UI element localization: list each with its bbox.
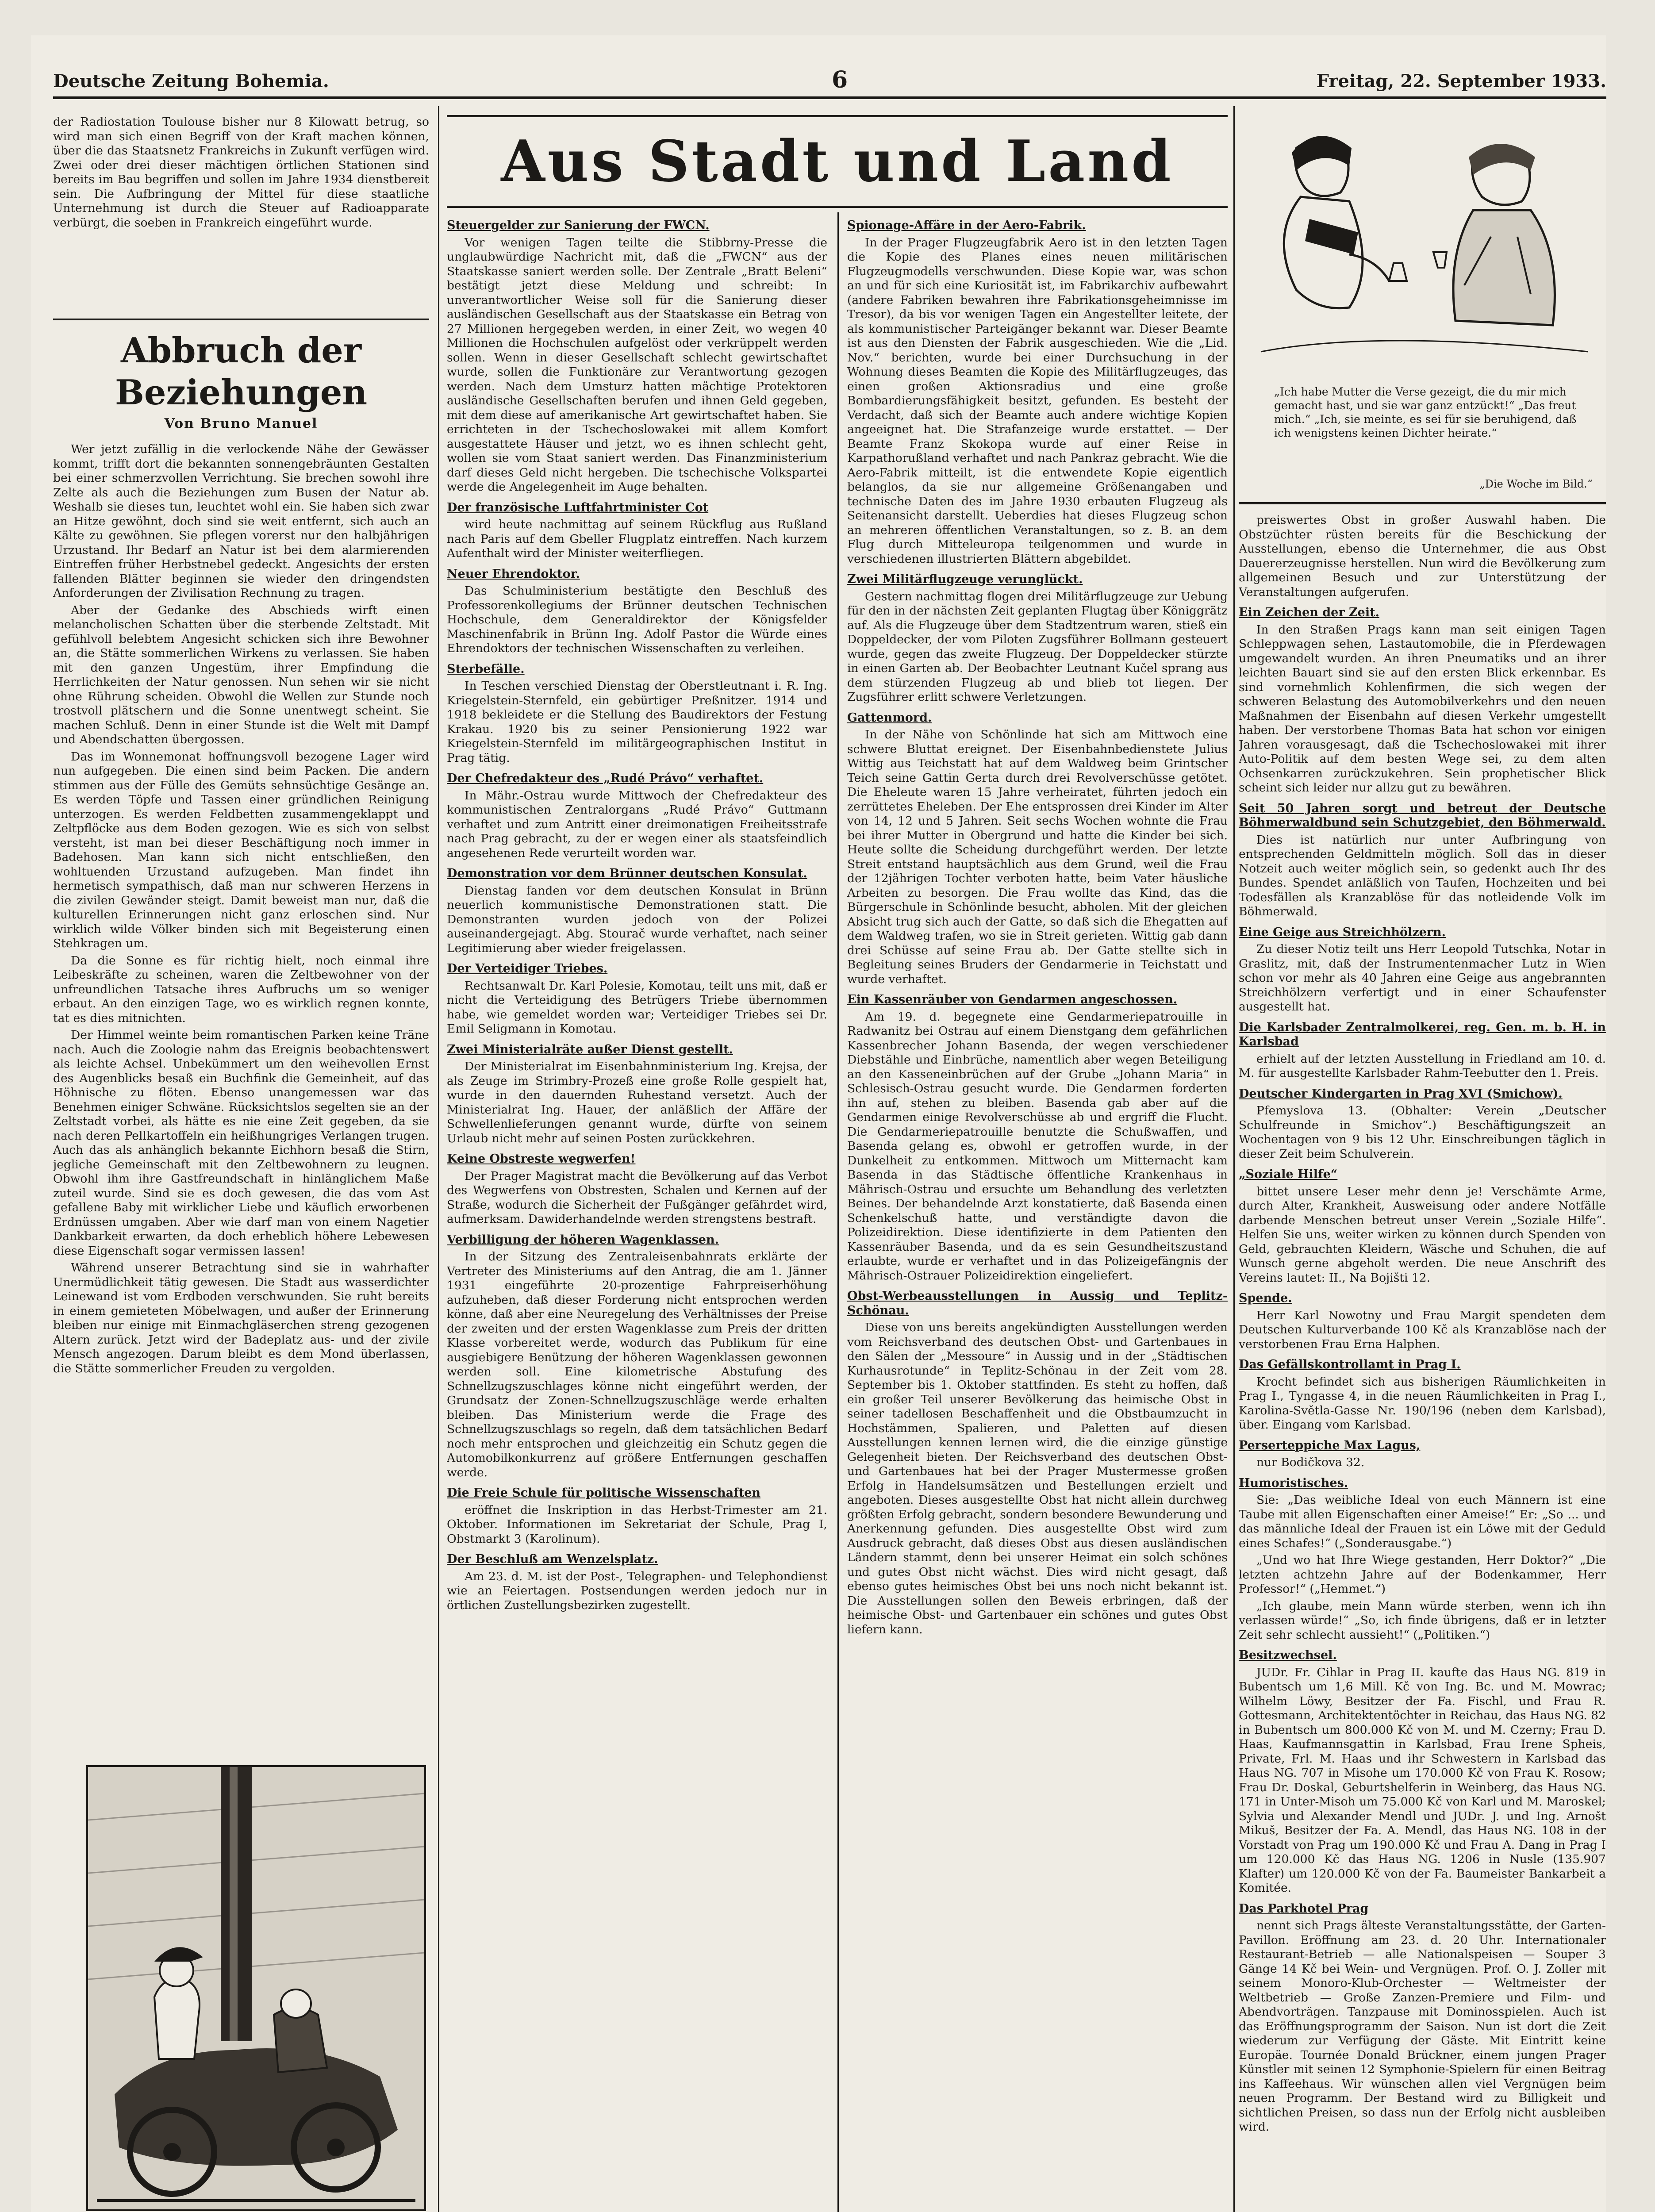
news-column-3 (847, 212, 1228, 2212)
news-paragraph: nur Bodičkova 32. (1256, 1455, 1365, 1469)
divider (53, 319, 429, 320)
article-byline: Von Bruno Manuel (164, 416, 318, 431)
car-cartoon-illustration (86, 1765, 426, 2211)
news-paragraph: eröffnet die Inskription in das Herbst-Trimester am 21. Oktober. Informationen im Sekretariat der Schule, Prag I, Obstmarkt 3 (Karolinum). (447, 1503, 827, 1546)
cartoon-caption-right: „Ich habe Mutter die Verse gezeigt, die du mir mich gemacht hast, und sie war ganz entzückt!“ „Das freut mich.“ „Ich, sie meinte, es sei für sie beruhigend, daß ich wenigstens keinen Dichter heirate.“ (1274, 385, 1577, 439)
news-paragraph: Der Ministerialrat im Eisenbahnministerium Ing. Krejsa, der als Zeuge im Strimbry-Prozeß eine große Rolle gespielt hat, wurde in den dauernden Ruhestand versetzt. Auch der Ministerialrat Ing. Hauer, der anläßlich der Affäre der Schwellenlieferungen genannt wurde, dürfte von seinem Urlaub nicht mehr auf seinen Posten zurückkehren. (447, 1060, 827, 1145)
news-paragraph: Vor wenigen Tagen teilte die Stibbrny-Presse die unglaubwürdige Nachricht mit, daß die „FWCN“ aus der Staatskasse saniert werden solle. Der Zentrale „Bratt Beleni“ bestätigt jetzt diese Meldung und schreibt: In unverantwortlicher Weise soll für die Sanierung dieser ausländischen Gesellschaft aus der Staatskasse ein Betrag von 27 Millionen hergegeben werden, in einer Zeit, wo wegen 40 Millionen die Hochschulen aufgelöst oder verkrüppelt werden sollen. Wenn in dieser Gesellschaft schlecht gewirtschaftet wurde, sollen die Funktionäre zur Verantwortung gezogen werden. Nach dem Umsturz hatten mächtige Protektoren ausländische Gesellschaften berufen und ihnen Geld gegeben, mit dem diese auf amerikanische Art gewirtschaftet haben. Sie errichteten in der Tschechoslowakei mit allem Komfort ausgestattete Häuser und jetzt, wo es ihnen schlecht geht, wollen sie vom Staat saniert werden. Das Finanzministerium darf dieses Geld nicht hergeben. Die tschechische Volkspartei werde die Angelegenheit im Auge behalten. (447, 235, 827, 494)
news-headline: Perserteppiche Max Lagus, (1239, 1438, 1421, 1452)
news-headline: Das Parkhotel Prag (1239, 1901, 1369, 1916)
news-headline: Humoristisches. (1239, 1476, 1348, 1490)
section-masthead: Aus Stadt und Land (501, 128, 1174, 195)
news-headline: Spionage-Affäre in der Aero-Fabrik. (847, 219, 1086, 232)
news-headline: Die Freie Schule für politische Wissenschaften (447, 1486, 761, 1500)
news-paragraph: In der Prager Flugzeugfabrik Aero ist in den letzten Tagen die Kopie des Planes eines neuen militärischen Flugzeugmodells verschwunden. Diese Kopie war, was schon an und für sich eine Kuriosität ist, im Fabrikarchiv aufbewahrt (andere Fabriken bewahren ihre Fabrikationsgeheimnisse im Tresor), da bis vor wenigen Tagen ein Angestellter leitete, der als kommunistischer Parteigänger bekannt war. Dieser Beamte ist aus den Diensten der Fabrik ausgeschieden. Wie die „Lid. Nov.“ berichten, wurde bei einer Durchsuchung in der Wohnung dieses Beamten die Kopie des Militärflugzeuges, das einen großen Aktionsradius und eine große Bombardierungsfähigkeit besitzt, gefunden. Es besteht der Verdacht, daß sich der Beamte auch andere wichtige Kopien angeeignet hat. Die Strafanzeige wurde erstattet. — Der Beamte Franz Skokopa wurde auf einer Reise in Karpathorußland verhaftet und nach Pankraz gebracht. Wie die Aero-Fabrik mitteilt, ist die entwendete Kopie eigentlich belanglos, da sie nur allgemeine Größenangaben und technische Daten des im Jahre 1930 erbauten Flugzeug als Seitenansicht darstellt. Ueberdies hat dieses Flugzeug schon an mehreren öffentlichen Veranstaltungen, so z. B. an dem Flug durch Mitteleuropa teilgenommen und wurde in verschiedenen illustrierten Blättern abgebildet. (847, 235, 1228, 566)
news-paragraph: Gestern nachmittag flogen drei Militärflugzeuge zur Uebung für den in der nächsten Zeit geplanten Flugtag über Königgrätz auf. Als die Flugzeuge über dem Stadtzentrum waren, stieß ein Doppeldecker, der vom Piloten Zugsführer Bollmann gesteuert wurde, gegen das zweite Flugzeug. Der Doppeldecker stürzte in einen Garten ab. Der Beobachter Leutnant Kučel sprang aus dem stürzenden Flugzeug ab und blieb tot liegen. Der Zugsführer erlitt schwere Verletzungen. (847, 589, 1228, 704)
paragraph: Das im Wonnemonat hoffnungsvoll bezogene Lager wird nun aufgegeben. Die einen sind beim Packen. Die andern stimmen aus der Fülle des Gemüts sehnsüchtige Gesänge an. Es werden Töpfe und Tassen einer gründlichen Reinigung unterzogen. Es werden Feldbetten zusammengeklappt und Zeltpflöcke aus dem Boden gezogen. Wie es sich von selbst versteht, ist man bei dieser Beschäftigung noch immer in Badehosen. Man kann sich nicht entschließen, den wohltuenden Urzustand aufzugeben. Man findet ihn hermetisch sympathisch, daß man nur schweren Herzens in die zivilen Gewänder steigt. Damit beweist man nur, daß die kulturellen Erinnerungen nicht ganz erloschen sind. Nur wirklich wilde Völker binden sich mit Begeisterung einen Stehkragen um. (53, 749, 429, 950)
news-paragraph: Dienstag fanden vor dem deutschen Konsulat in Brünn neuerlich kommunistische Demonstrationen statt. Die Demonstranten wurden jedoch von der Polizei auseinandergejagt. Abg. Stourač wurde verhaftet, nach seiner Legitimierung aber wieder freigelassen. (447, 883, 827, 955)
news-paragraph: wird heute nachmittag auf seinem Rückflug aus Rußland nach Paris auf dem Gbeller Flugplatz eintreffen. Nach kurzem Aufenthalt wird der Minister weiterfliegen. (447, 518, 827, 560)
news-paragraph: Der Prager Magistrat macht die Bevölkerung auf das Verbot des Wegwerfens von Obstresten, Schalen und Kernen auf der Straße, wodurch die Sicherheit der Fußgänger gefährdet wird, aufmerksam. Dawiderhandelnde werden strengstens bestraft. (447, 1169, 827, 1226)
news-headline: Das Gefällskontrollamt in Prag I. (1239, 1358, 1461, 1371)
news-headline: Besitzwechsel. (1239, 1648, 1337, 1662)
news-paragraph: Dies ist natürlich nur unter Aufbringung von entsprechenden Geldmitteln möglich. Soll das in dieser Notzeit auch weiter möglich sein, so gedenkt auch Ihr des Bundes. Spendet anläßlich von Taufen, Hochzeiten und bei Todesfällen als Kranzablöse für das notleidende Volk im Böhmerwald. (1239, 833, 1606, 918)
news-headline: Deutscher Kindergarten in Prag XVI (Smichow). (1239, 1087, 1563, 1101)
couple-cartoon-illustration (1243, 122, 1597, 380)
news-headline: Ein Kassenräuber von Gendarmen angeschossen. (847, 993, 1178, 1006)
news-headline: Eine Geige aus Streichhölzern. (1239, 925, 1446, 939)
news-headline: Der Beschluß am Wenzelsplatz. (447, 1552, 658, 1566)
news-headline: Der Chefredakteur des „Rudé Právo“ verhaftet. (447, 772, 764, 785)
radio-article-continued (53, 115, 429, 233)
paragraph: Während unserer Betrachtung sind sie in wahrhafter Unermüdlichkeit tätig gewesen. Die Stadt aus wasserdichter Leinewand ist vom Erdboden verschwunden. Sie ruht bereits in einem gemieteten Möbelwagen, und außer der Erinnerung bleiben nur einige mit Einmachgläserchen streng gezogenen Altern zurück. Jetzt wird der Badeplatz aus- und der zivile Mensch angezogen. Darum bleibt es dem Mond überlassen, die Stätte sommerlicher Freuden zu vergolden. (53, 1261, 429, 1375)
news-paragraph: In Mähr.-Ostrau wurde Mittwoch der Chefredakteur des kommunistischen Zentralorgans „Rudé Právo“ Guttmann verhaftet und zum Antritt einer dreimonatigen Freiheitsstrafe nach Prag gebracht, zu der er wegen einer als staatsfeindlich angesehenen Rede verurteilt worden war. (447, 788, 827, 860)
news-paragraph: Herr Karl Nowotny und Frau Margit spendeten dem Deutschen Kulturverbande 100 Kč als Kranzablöse nach der verstorbenen Frau Erna Halphen. (1239, 1308, 1606, 1351)
header-rule (53, 96, 1606, 99)
news-paragraph: erhielt auf der letzten Ausstellung in Friedland am 10. d. M. für ausgestellte Karlsbader Rahm-Teebutter den 1. Preis. (1239, 1052, 1606, 1080)
news-paragraph: nennt sich Prags älteste Veranstaltungsstätte, der Garten-Pavillon. Eröffnung am 23. d. 20 Uhr. Internationaler Restaurant-Betrieb — alle Nationalspeisen — Souper 3 Gänge 14 Kč bei Wein- und Vergnügen. Prof. O. J. Zoller mit seinem Monoro-Klub-Orchester — Weltmeister der Weltbetrieb — Große Zanzen-Premiere und Film- und Abendvorträgen. Tanzpause mit Dominosspielen. Auch ist das Eröffnungsprogramm der Saison. Nun ist dort die Zeit wiederum zur Verfügung der Gäste. Mit Eintritt keine Europäe. Tournée Donald Brückner, einem jungen Prager Künstler mit seinen 12 Symphonie-Spielern für einen Beitrag ins Kaffeehaus. Wir wünschen allen viel Vergnügen beim neuen Programm. Der Bestand wird zu Billigkeit und sichtlichen Preisen, so dass nun der Erfolg nicht ausbleiben wird. (1239, 1919, 1606, 2134)
header-paper-name: Deutsche Zeitung Bohemia. (53, 71, 329, 92)
paragraph: Da die Sonne es für richtig hielt, noch einmal ihre Leibeskräfte zu scheinen, waren die Zeltbewohner von der unfreundlichen Tatsache ihres Aufbruchs um so weniger erbaut. An den einzigen Tage, wo es wirklich regnen konnte, tat es dies mitnichten. (53, 953, 429, 1025)
news-headline: Verbilligung der höheren Wagenklassen. (447, 1233, 719, 1247)
column-rule (837, 212, 839, 2212)
news-paragraph: Krocht befindet sich aus bisherigen Räumlichkeiten in Prag I., Tyngasse 4, in die neuen Räumlichkeiten in Prag I., Karolina-Světla-Gasse Nr. 190/196 (neben dem Karlsbad), über. Eingang vom Karlsbad. (1239, 1375, 1606, 1432)
feuilleton-body (53, 442, 429, 1730)
news-paragraph: „Und wo hat Ihre Wiege gestanden, Herr Doktor?“ „Die letzten achtzehn Jahre auf der Bodenkammer, Herr Professor!“ („Hemmet.“) (1239, 1553, 1606, 1596)
divider (1239, 502, 1606, 504)
paragraph: Der Himmel weinte beim romantischen Parken keine Träne nach. Auch die Zoologie nahm das Ereignis beobachtenswert als leichte Achsel. Unbekümmert um den weihevollen Ernst des Augenblicks besaß ein Buchfink die Gemeinheit, auf das Höhnische zu flöten. Ebenso unangemessen war das Benehmen einiger Schwäne. Rücksichtslos segelten sie an der Zeltstadt vorbei, als hätte es nie eine Zeit gegeben, da sie nach deren Pellkartoffeln ein heißhungriges Verlangen trugen. Auch das als anhänglich bekannte Eichhorn besaß die Stirn, jegliche Gemeinschaft mit den Zeltbewohnern zu leugnen. Obwohl ihm ihre Gastfreundschaft in hinlänglichem Maße zuteil wurde. Sind sie es doch gewesen, die das vom Ast gefallene Baby mit wirklicher Liebe und käuflich erworbenen Erdnüssen umgaben. Aber wie darf man von einem Nagetier Dankbarkeit erwarten, da doch erheblich höhere Lebewesen diese Eigenschaft sogar vermissen lassen! (53, 1028, 429, 1258)
news-headline: Neuer Ehrendoktor. (447, 567, 580, 581)
news-paragraph: Rechtsanwalt Dr. Karl Polesie, Komotau, teilt uns mit, daß er nicht die Verteidigung des Betrügers Triebe übernommen habe, wie gemeldet worden war; Verteidiger Triebes sei Dr. Emil Seligmann in Komotau. (447, 979, 827, 1036)
news-paragraph: Sie: „Das weibliche Ideal von euch Männern ist eine Taube mit allen Eigenschaften einer Ameise!“ Er: „So ... und das männliche Ideal der Frauen ist ein Löwe mit der Geduld eines Schafes!“ („Sonderausgabe.“) (1239, 1493, 1606, 1550)
news-headline: Zwei Militärflugzeuge verunglückt. (847, 572, 1083, 586)
column-rule (1233, 106, 1235, 2212)
header-page-number: 6 (832, 66, 848, 93)
article-title: Abbruch der Beziehungen (115, 330, 368, 413)
column-rule (438, 106, 439, 2212)
news-headline: Die Karlsbader Zentralmolkerei, reg. Gen. m. b. H. in Karlsbad (1239, 1020, 1606, 1048)
news-paragraph: In der Sitzung des Zentraleisenbahnrats erklärte der Vertreter des Ministeriums auf den Antrag, die am 1. Jänner 1931 eingeführte 20-prozentige Fahrpreiserhöhung aufzuheben, daß dieser Forderung nicht entsprochen werden könne, daß aber eine Neuregelung des Verhältnisses der Preise der zweiten und der ersten Wagenklasse zum Preis der dritten Klasse vorbereitet werde, wodurch das Publikum für eine ausgiebigere Benützung der höheren Wagenklassen gewonnen werden soll. Eine kilometrische Abstufung des Schnellzugszuschlages könne nicht eingeführt werden, der Grundsatz der Zonen-Schnellzugszuschläge werde erhalten bleiben. Das Ministerium werde die Frage des Schnellzugszuschlags so regeln, daß dem tatsächlichen Bedarf noch mehr entsprochen und gleichzeitig ein Schutz gegen die Automobilkonkurrenz auf größere Entfernungen geschaffen werde. (447, 1250, 827, 1479)
news-headline: Demonstration vor dem Brünner deutschen Konsulat. (447, 867, 807, 880)
news-headline: Sterbefälle. (447, 662, 525, 676)
cartoon-source: „Die Woche im Bild.“ (1479, 478, 1593, 490)
news-headline: Obst-Werbeausstellungen in Aussig und Teplitz-Schönau. (847, 1289, 1228, 1317)
news-headline: Seit 50 Jahren sorgt und betreut der Deutsche Böhmerwaldbund sein Schutzgebiet, den Böhmerwald. (1239, 801, 1606, 830)
paragraph: Wer jetzt zufällig in die verlockende Nähe der Gewässer kommt, trifft dort die bekannten sonnengebräunten Gestalten bei einer schmerzvollen Verrichtung. Sie brechen sowohl ihre Zelte als auch die Beziehungen zum Busen der Natur ab. Weshalb sie dieses tun, leuchtet wohl ein. Sie haben sich zwar an Hitze gewöhnt, doch sind sie weit entfernt, sich auch an Kälte zu gewöhnen. Sie pflegen vorerst nur den halbjährigen Urzustand. Ihr Bedarf an Natur ist bei dem alarmierenden Eintreffen früher Herbstnebel gedeckt. Angesichts der ersten fallenden Blätter beginnen sie wieder den dringendsten Anforderungen der Zivilisation Rechnung zu tragen. (53, 442, 429, 600)
news-headline: Der französische Luftfahrtminister Cot (447, 500, 709, 515)
news-paragraph: bittet unsere Leser mehr denn je! Verschämte Arme, durch Alter, Krankheit, Ausweisung oder andere Notfälle darbende Menschen betreut unser Verein „Soziale Hilfe“. Helfen Sie uns, weiter wirken zu können durch Spenden von Geld, gebrauchten Kleidern, Wäsche und Schuhen, die auf Wunsch gerne abgeholt werden. Die neue Anschrift des Vereins lautet: II., Na Bojišti 12. (1239, 1184, 1606, 1285)
news-headline: Spende. (1239, 1291, 1292, 1305)
news-column-4 (1239, 513, 1606, 2212)
news-paragraph: In der Nähe von Schönlinde hat sich am Mittwoch eine schwere Bluttat ereignet. Der Eisenbahnbedienstete Julius Wittig aus Teichstatt hat auf dem Waldweg beim Grintscher Teich seine Gattin Gerta durch drei Revolverschüsse getötet. Die Eheleute waren 15 Jahre verheiratet, führten jedoch ein zerrüttetes Eheleben. Der Ehe entsprossen drei Kinder im Alter von 14, 12 und 5 Jahren. Seit sechs Wochen wohnte die Frau bei ihrer Mutter in Obergrund und hatte die Kinder bei sich. Heute sollte die Scheidung durchgeführt werden. Der letzte Streit entstand hauptsächlich aus dem Grund, weil die Frau der 12jährigen Tochter verboten hatte, beim Vater häusliche Arbeiten zu besorgen. Die Frau wollte das Kind, das die Bürgerschule in Schönlinde besucht, abholen. Mit der gleichen Absicht trug sich auch der Gatte, so daß sich die Ehegatten auf dem Waldweg trafen, wo sie in Streit gerieten. Wittig gab dann drei Schüsse auf seine Frau ab. Der Gatte stellte sich in Begleitung seines Bruders der Gendarmerie in Teichstatt und wurde verhaftet. (847, 728, 1228, 986)
news-column-2 (447, 212, 827, 2212)
news-paragraph: Pfemyslova 13. (Obhalter: Verein „Deutscher Schulfreunde in Smichov“.) Beschäftigungszeit an Wochentagen von 9 bis 12 Uhr. Einschreibungen täglich in dieser Zeit beim Schulverein. (1239, 1104, 1606, 1161)
header-date: Freitag, 22. September 1933. (1316, 71, 1606, 92)
news-paragraph: preiswertes Obst in großer Auswahl haben. Die Obstzüchter rüsten bereits für die Beschickung der Ausstellungen, ebenso die Unternehmer, die aus Obst Dauererzeugnisse herstellen. Nun wird die Bevölkerung zum allgemeinen Besuch und zur Unterstützung der Veranstaltungen aufgerufen. (1239, 513, 1606, 599)
paragraph: der Radiostation Toulouse bisher nur 8 Kilowatt betrug, so wird man sich einen Begriff von der Kraft machen können, über die das Staatsnetz Frankreichs in Zukunft verfügen wird. Zwei oder drei dieser mächtigen örtlichen Stationen sind bereits im Bau begriffen und sollen im Jahre 1934 dienstbereit sein. Die Aufbringung der Mittel für diese staatliche Unternehmung ist durch die Steuer auf Radioapparate verbürgt, die soeben in Frankreich eingeführt wurde. (53, 115, 429, 230)
page-header (53, 66, 1606, 93)
news-headline: „Soziale Hilfe“ (1239, 1167, 1338, 1181)
news-headline: Ein Zeichen der Zeit. (1239, 606, 1379, 619)
news-headline: Gattenmord. (847, 710, 932, 725)
news-paragraph: Zu dieser Notiz teilt uns Herr Leopold Tutschka, Notar in Graslitz, mit, daß der Instrumentenmacher Lutz in Wien schon vor mehr als 40 Jahren eine Geige aus angebrannten Streichhölzern verfertigt und in einer Schaufenster ausgestellt hat. (1239, 942, 1606, 1014)
news-headline: Zwei Ministerialräte außer Dienst gestellt. (447, 1042, 733, 1056)
paragraph: Aber der Gedanke des Abschieds wirft einen melancholischen Schatten über die sterbende Zeltstadt. Mit gefühlvoll belebtem Angesicht schicken sich ihre Bewohner an, die Stätte sommerlichen Wirkens zu verlassen. Sie haben mit den ganzen Ungestüm, ihrer Empfindung die Herrlichkeiten der Natur genossen. Nun sehen wir sie nicht ohne Rührung scheiden. Obwohl die Wellen zur Stunde noch trostvoll plätschern und die Sonne unentwegt scheint. Sie machen Schluß. Denn in einer Stunde ist die Welt mit Dampf und Abendschatten übergossen. (53, 603, 429, 746)
news-paragraph: Das Schulministerium bestätigte den Beschluß des Professorenkollegiums der Brünner deutschen Technischen Hochschule, dem Generaldirektor der Königsfelder Maschinenfabrik in Brünn Ing. Adolf Pastor die Würde eines Ehrendoktors der technischen Wissenschaften zu verleihen. (447, 584, 827, 655)
news-paragraph: In den Straßen Prags kann man seit einigen Tagen Schleppwagen sehen, Lastautomobile, die in Pferdewagen umgewandelt wurden. An ihren Pneumatiks und an ihrer leichten Bauart sind sie auf den ersten Blick erkennbar. Es sind vornehmlich Kohlenfirmen, die sich wegen der schweren Belastung des Automobilverkehrs und den neuen Maßnahmen der Eisenbahn auf diesen Verkehr umgestellt haben. Der verstorbene Thomas Bata hat schon vor einigen Jahren vorausgesagt, daß die Tschechoslowakei mit ihrer Auto-Politik auf dem besten Wege sei, zu dem alten Ochsenkarren zurückzukehren. Sein prophetischer Blick scheint sich leider nur allzu gut zu bewähren. (1239, 622, 1606, 795)
news-paragraph: Am 19. d. begegnete eine Gendarmeriepatrouille in Radwanitz bei Ostrau auf einem Dienstgang dem gefährlichen Kassenbrecher Johann Basenda, der wegen verschiedener Diebstähle und Einbrüche, namentlich aber wegen Beteiligung an den Kasseneinbrüchen auf der Grube „Johann Maria“ in Schlesisch-Ostrau gesucht wurde. Die Gendarmen forderten ihn auf, stehen zu bleiben. Basenda gab aber auf die Gendarmen einige Revolverschüsse ab und ergriff die Flucht. Die Gendarmeriepatrouille benutzte die Schußwaffen, und Basenda gelang es, obwohl er getroffen wurde, in der Dunkelheit zu entkommen. Mittwoch um Mitternacht kam Basenda in das Städtische öffentliche Krankenhaus in Mährisch-Ostrau und ersuchte um Behandlung des verletzten Beines. Der behandelnde Arzt konstatierte, daß Basenda einen Schenkelschuß hatte, und verständigte davon die Polizeidirektion. Diese identifizierte in dem Patienten den Kassenräuber Basenda, und da es sein Gesundheitszustand erlaubte, wurde er verhaftet und in das Polizeigefängnis der Mährisch-Ostrauer Polizeidirektion eingeliefert. (847, 1010, 1228, 1283)
news-headline: Keine Obstreste wegwerfen! (447, 1152, 636, 1166)
news-paragraph: In Teschen verschied Dienstag der Oberstleutnant i. R. Ing. Kriegelstein-Sternfeld, ein gebürtiger Preßnitzer. 1914 und 1918 bekleidete er die Stellung des Baudirektors der Festung Krakau. 1920 bis zu seiner Pensionierung 1922 war Kriegelstein-Sternfeld im militärgeographischen Institut in Prag tätig. (447, 679, 827, 765)
news-paragraph: „Ich glaube, mein Mann würde sterben, wenn ich ihn verlassen würde!“ „So, ich finde übrigens, daß er in letzter Zeit sehr schlecht aussieht!“ („Politiken.“) (1239, 1599, 1606, 1642)
news-headline: Der Verteidiger Triebes. (447, 962, 608, 975)
news-paragraph: JUDr. Fr. Cihlar in Prag II. kaufte das Haus NG. 819 in Bubentsch um 1,6 Mill. Kč von Ing. Bc. und M. Mowrac; Wilhelm Löwy, Besitzer der Fa. Fischl, und Frau R. Gottesmann, Architektentöchter in Reichau, das Haus NG. 82 in Bubentsch um 800.000 Kč von M. und M. Czerny; Frau D. Haas, Kaufmannsgattin in Karlsbad, Frau Irene Spheis, Private, Frl. M. Haas und ihr Schwestern in Karlsbad das Haus NG. 707 in Misohe um 170.000 Kč von Frau K. Rosow; Frau Dr. Doskal, Geburtshelferin in Weinberg, das Haus NG. 171 in Unter-Misoh um 75.000 Kč von Karl und M. Maroskel; Sylvia und Alexander Mendl und JUDr. J. und Ing. Arnošt Mikuš, Besitzer der Fa. A. Mendl, das Haus NG. 108 in der Vorstadt von Prag um 190.000 Kč und Frau A. Dang in Prag I um 120.000 Kč das Haus NG. 1206 in Nusle (135.907 Klafter) um 120.000 Kč von der Fa. Baumeister Bankarbeit a Komitée. (1239, 1665, 1606, 1895)
news-headline: Steuergelder zur Sanierung der FWCN. (447, 219, 710, 232)
news-paragraph: Diese von uns bereits angekündigten Ausstellungen werden vom Reichsverband des deutschen Obst- und Gartenbaues in den Sälen der „Messoure“ in Aussig und in der „Städtischen Kurhausrotunde“ in Teplitz-Schönau in der Zeit vom 28. September bis 1. Oktober stattfinden. Es steht zu hoffen, daß ein großer Teil unserer Bevölkerung das heimische Obst in seiner tadellosen Beschaffenheit und die Obstbaumzucht in Hochstämmen, Spalieren, und Paletten auf diesen Ausstellungen kennen lernen wird, die die einzige günstige Gelegenheit bieten. Der Reichsverband des deutschen Obst- und Gartenbaues hat bei der Prager Mustermesse großen Erfolg in Handelsumsätzen und Bestellungen erzielt und angeboten. Dieses ausgestellte Obst hat nicht allein durchweg größten Erfolg gebracht, sondern besondere Bewunderung und Anerkennung gefunden. Dies ausgestellte Obst wird zum Ausdruck gebracht, daß dieses Obst aus diesen ausländischen Ländern stammt, denn bei unserer Heimat ein solch schönes und gutes Obst nicht wächst. Dies wird nicht gesagt, daß ebenso gutes heimisches Obst bei uns noch nicht bekannt ist. Die Ausstellungen sollen den Beweis erbringen, daß der heimische Obst- und Gartenbauer ein schönes und gutes Obst liefern kann. (847, 1321, 1228, 1636)
news-paragraph: Am 23. d. M. ist der Post-, Telegraphen- und Telephondienst wie an Feiertagen. Postsendungen werden jedoch nur in örtlichen Zustellungsbezirken zugestellt. (447, 1569, 827, 1612)
